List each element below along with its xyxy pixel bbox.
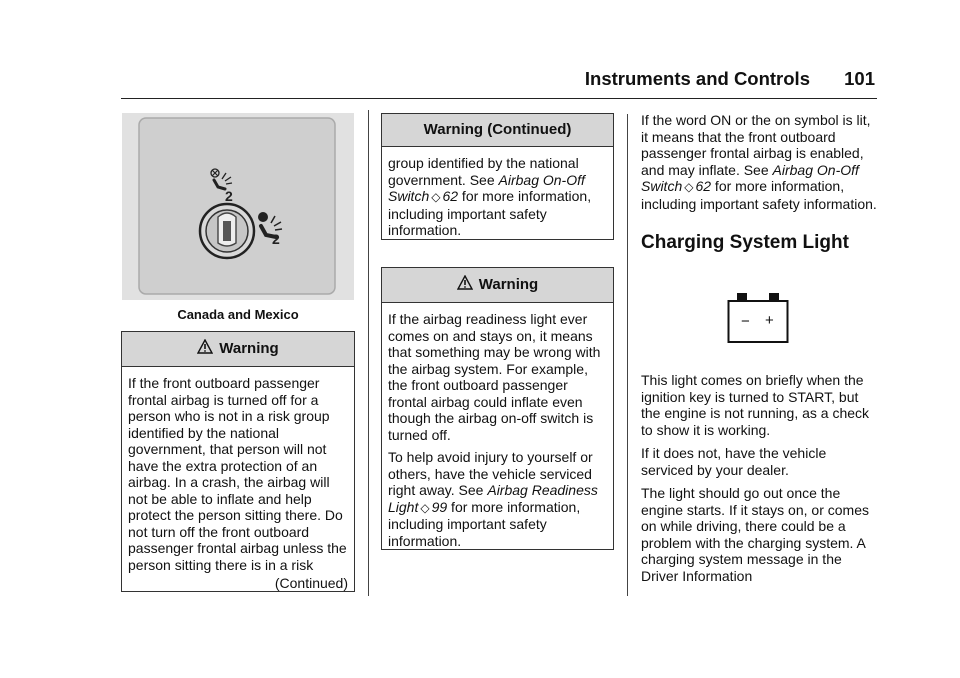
warning-continued-text: group identified by the national government. See Airbag On-Off Switch ◇ 62 for more information, including important safety information.: [388, 155, 592, 238]
column-divider-2: [627, 114, 628, 596]
warning-title-2: Warning: [478, 275, 539, 293]
warning-box-2: [381, 267, 614, 550]
charging-paragraph-2: If it does not, have the vehicle serviced by your dealer.: [641, 445, 827, 478]
column-3-top: [641, 112, 881, 254]
ref-page-number[interactable]: 62: [695, 178, 712, 194]
header-rule: [121, 98, 877, 99]
page-reference-icon: ◇: [420, 500, 430, 515]
battery-plus-sign: +: [765, 312, 774, 329]
ref-link-airbag-on-off-switch[interactable]: Airbag On-Off Switch: [641, 161, 859, 194]
warning-header-2: [382, 268, 613, 303]
airbag-switch-knob: [200, 204, 254, 258]
warning-continued-title: Warning (Continued): [423, 120, 572, 138]
charging-paragraph-1: This light comes on briefly when the ignition key is turned to START, but the engine is not running, as a check to show it is working.: [641, 372, 870, 438]
warning-title: Warning: [219, 339, 279, 357]
warning-box-1: [121, 331, 355, 592]
warning-continued-box: [381, 113, 614, 240]
battery-minus-sign: −: [741, 313, 750, 330]
airbag-on-seat-number: 2: [272, 231, 280, 247]
ref-link-airbag-readiness-light[interactable]: Airbag Readiness Light: [388, 482, 598, 515]
airbag-switch-illustration: [122, 113, 354, 300]
ref-page-number[interactable]: 99: [431, 498, 448, 515]
warning-continued-body: [382, 147, 613, 251]
figure-caption: Canada and Mexico: [177, 307, 299, 322]
page-reference-icon: ◇: [684, 180, 694, 194]
ref-link-airbag-on-off-switch[interactable]: Airbag On-Off Switch: [388, 171, 585, 204]
header-page-number: 101: [844, 68, 875, 89]
warning-body-2: [382, 303, 613, 561]
warning-continued-header: [382, 114, 613, 147]
warning2-paragraph-1: If the airbag readiness light ever comes on and stays on, it means that something may be wrong with the airbag system. For example, the front outboard passenger frontal airbag could inflate even though the airbag on-off switch is turned off.: [388, 311, 601, 443]
airbag-off-seat-number: 2: [225, 188, 233, 204]
charging-system-battery-icon: [727, 292, 789, 348]
continued-label: (Continued): [274, 575, 348, 591]
warning-triangle-icon: [457, 275, 473, 295]
warning-text: If the front outboard passenger frontal airbag is turned off for a person who is not in a risk group identified by the national government, that person will not have the extra protection of an airbag. In a crash, the airbag will not be able to inflate and help protect the person sitting there. Do not turn off the front outboard passenger frontal airbag unless the person sitting there is in a risk: [128, 375, 347, 573]
charging-paragraph-3: The light should go out once the engine starts. If it stays on, or comes on while driving, there could be a problem with the charging system. A charging system message in the Driver Information: [641, 485, 869, 584]
column-3-bottom: [641, 372, 881, 591]
airbag-switch-figure: [122, 113, 354, 300]
warning-triangle-icon: [197, 339, 213, 359]
column-divider-1: [368, 110, 369, 596]
warning2-paragraph-2: To help avoid injury to yourself or others, have the vehicle serviced right away. See Airbag Readiness Light ◇ 99 for more information, including important safety information.: [388, 449, 598, 549]
page-reference-icon: ◇: [431, 190, 441, 204]
warning-body: [122, 367, 354, 598]
header-section-title: Instruments and Controls: [584, 68, 810, 89]
ref-page-number[interactable]: 62: [442, 188, 459, 204]
warning-header: [122, 332, 354, 367]
section-title: Charging System Light: [641, 232, 849, 253]
airbag-on-paragraph: If the word ON or the on symbol is lit, it means that the front outboard passenger frontal airbag is enabled, and may inflate. See Airbag On-Off Switch ◇ 62 for more information, including important safety information.: [641, 112, 877, 212]
